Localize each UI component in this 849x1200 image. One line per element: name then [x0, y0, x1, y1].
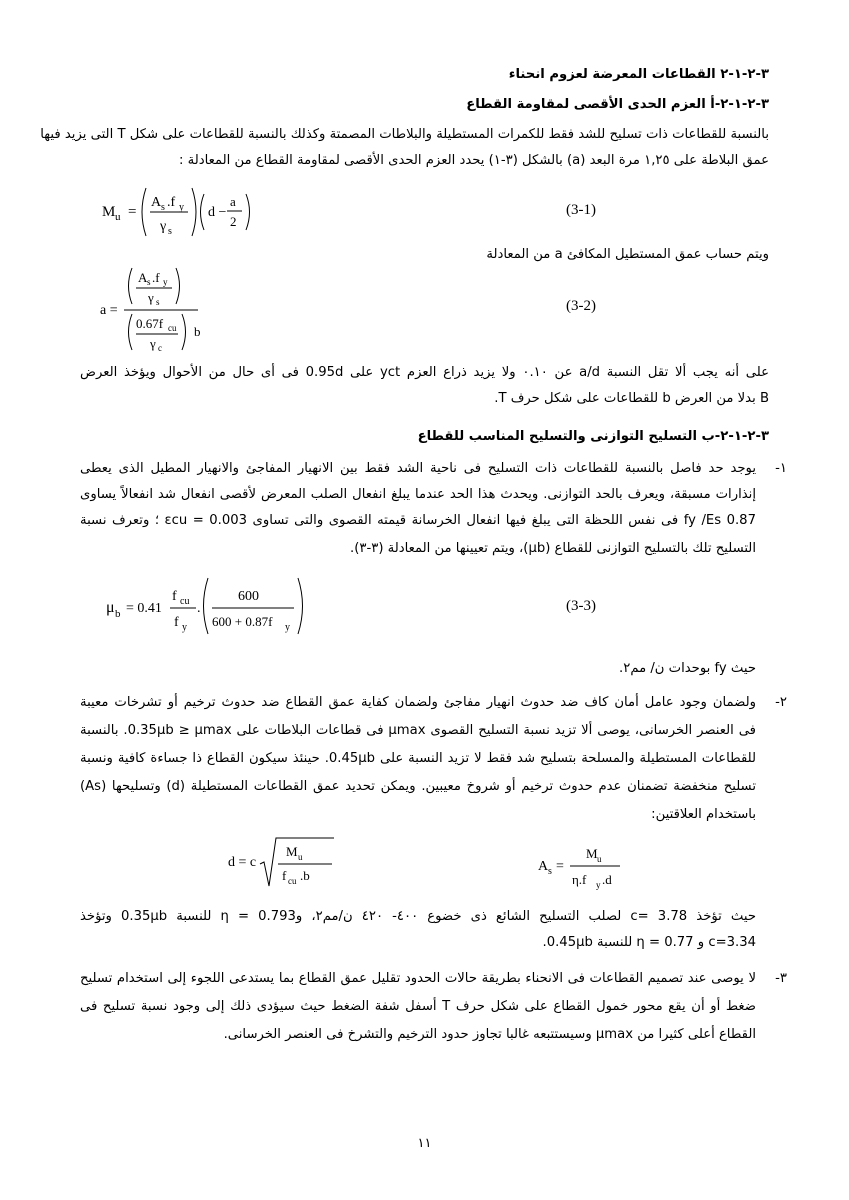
svg-text:.: . [197, 601, 201, 616]
eq2-bot-den: γ [150, 336, 156, 351]
eq4-d-lhs: d = c [228, 855, 257, 870]
eq2-top-num-mid: .f [152, 270, 160, 285]
equation-3-1 [96, 184, 266, 240]
eq1-num-mid: .f [167, 195, 176, 210]
list-item-line: القطاع أعلى كثيرا من μmax وسيستتبعه غالبا تجاوز حدود الترخيم والتشرخ فى العنصر الخرسانى. [223, 1027, 756, 1042]
eq4-d-num-sub: u [298, 852, 303, 862]
paragraph-line: عمق البلاطة على ١,٢٥ مرة البعد (a) بالشكل (٣-١) يحدد العزم الحدى الأقصى لمقاومة القطاع من المعادلة : [178, 153, 769, 168]
list-item-line: للقطاعات المستطيلة والمسلحة بتسليح شد فقط لا تزيد النسبة على 0.45μb. حينئذ سيكون القطاع ذا جساءة كافية ونسبة [80, 751, 756, 766]
eq4-d-den-tail: .b [300, 868, 310, 883]
eq1-d: d − [208, 205, 227, 220]
eq4-as-num-sub: u [597, 854, 602, 864]
eq2-top-num: A [138, 270, 148, 285]
list-item-line: ضغط أو أن يقع محور خمول القطاع على شكل حرف T أسفل شفة الضغط حيث سيؤدى ذلك إلى وجود نسبة تسليح فى [80, 999, 756, 1014]
eq2-bot-num-sub: cu [168, 323, 177, 333]
equation-3-2 [98, 266, 218, 356]
eq1-num: A [151, 195, 162, 210]
equation-d [226, 836, 346, 892]
subsection-heading: ٣-٢-١-٢-ب التسليح التوازنى والتسليح المناسب للقطاع [417, 429, 769, 444]
eq3-f2: f [174, 615, 179, 630]
eq3-f1-sub: cu [180, 596, 190, 607]
eq1-lhs: M [102, 204, 116, 220]
list-item-line: فى العنصر الخرسانى، يوصى ألا تزيد نسبة التسليح القصوى μmax فى قطاعات البلاطات على 0.35μb ≥ μmax. بالنسبة [80, 723, 756, 738]
eq2-b: b [194, 324, 201, 339]
subsection-heading: ٣-٢-١-٢-أ العزم الحدى الأقصى لمقاومة القطاع [466, 97, 769, 112]
list-item-line: تسليح منخفضة تضمنان عدم حدوث ترخيم أو شروخ معيبين. ويمكن تحديد عمق القطاعات المستطيلة (d) وتسليحها (As) [80, 779, 756, 794]
list-item-line: ولضمان وجود عامل أمان كاف ضد حدوث انهيار مفاجئ ولضمان كفاية عمق القطاع ضد حدوث ترخيم أو تشرخات معيبة [80, 695, 756, 710]
list-item-line: التسليح تلك بالتسليح التوازنى للقطاع (μb)، ويتم تعيينها من المعادلة (٣-٣). [350, 541, 756, 556]
eq2-top-den-sub: s [156, 297, 160, 307]
eq2-bot-num: 0.67f [136, 316, 164, 331]
svg-text:=: = [128, 204, 137, 220]
equation-label: (3-1) [566, 202, 596, 218]
paragraph-line: c=3.34 و η = 0.77 للنسبة 0.45μb. [542, 935, 756, 950]
eq4-d-num: M [286, 844, 298, 859]
eq3-coef: = 0.41 [126, 601, 162, 616]
eq3-lhs: μ [106, 599, 115, 616]
equation-label: (3-3) [566, 598, 596, 614]
paragraph-line: B بدلا من العرض b للقطاعات على شكل حرف T. [494, 391, 769, 406]
eq4-as-lhs: A [538, 859, 549, 874]
list-item-line: لا يوصى عند تصميم القطاعات فى الانحناء بطريقة حالات الحدود تقليل عمق القطاع بما يستدعى اللجوء إلى استخدام تسليح [80, 971, 756, 986]
paragraph-line: حيث تؤخذ c= 3.78 لصلب التسليح الشائع ذى خضوع ٤٠٠- ٤٢٠ ن/مم٢، وη = 0.793 للنسبة 0.35μb وتؤخذ [80, 909, 757, 924]
eq1-a-num: a [230, 194, 236, 209]
eq1-den: γ [160, 219, 167, 234]
eq4-as-eq: = [556, 859, 564, 874]
list-number: ٢- [775, 695, 787, 710]
eq1-lhs-sub: u [115, 211, 121, 223]
list-item-line: إنذارات مسبقة، ويعرف بالحد التوازنى. ويحدث هذا الحد عندما يبلغ انفعال الصلب المعرض لأقصى انفعال شد انفعالاً يساوى [80, 487, 756, 502]
eq3-num: 600 [238, 589, 259, 604]
list-item-line: باستخدام العلاقتين: [651, 807, 756, 822]
eq4-as-den: η.f [572, 872, 587, 887]
list-number: ٣- [775, 971, 787, 986]
eq2-top-num-sub2: y [163, 277, 168, 287]
eq4-as-den-sub: y [596, 880, 601, 890]
eq1-den-sub: s [168, 226, 172, 237]
list-item-line: 0.87 fy /Es فى نفس اللحظة التى يبلغ فيها انفعال الخرسانة قيمته القصوى والتى تساوى εcu = 0.003 ؛ وتعرف نسبة [80, 513, 756, 528]
paragraph-line: ويتم حساب عمق المستطيل المكافئ a من المعادلة [486, 247, 769, 262]
eq2-top-num-sub: s [147, 277, 151, 287]
eq2-lhs: a = [100, 303, 118, 318]
equation-label: (3-2) [566, 298, 596, 314]
eq4-as-num: M [586, 846, 598, 861]
eq3-f1: f [172, 589, 177, 604]
eq3-f2-sub: y [182, 622, 187, 633]
equation-as [536, 840, 636, 892]
eq1-num-sub: s [161, 202, 165, 213]
eq3-den-sub: y [285, 622, 290, 633]
paragraph-line: بالنسبة للقطاعات ذات تسليح للشد فقط للكمرات المستطيلة والبلاطات المصمتة وكذلك بالنسبة للقطاعات على شكل T التى يزيد فيها [40, 127, 769, 142]
paragraph-line: حيث fy بوحدات ن/ مم٢. [619, 661, 756, 676]
eq4-d-den: f [282, 868, 287, 883]
eq4-d-den-sub: cu [288, 876, 297, 886]
paragraph-line: على أنه يجب ألا تقل النسبة a/d عن ٠.١٠ ولا يزيد ذراع العزم yct على 0.95d فى أى حال من الأحوال ويؤخذ العرض [80, 365, 769, 380]
eq2-bot-den-sub: c [158, 343, 162, 353]
eq3-den: 600 + 0.87f [212, 614, 273, 629]
eq1-num-sub2: y [179, 202, 184, 213]
page-number: ١١ [417, 1136, 432, 1151]
eq4-as-den-tail: .d [602, 872, 612, 887]
list-number: ١- [775, 461, 787, 476]
eq1-a-den: 2 [230, 214, 237, 229]
equation-3-3 [104, 574, 314, 638]
eq2-top-den: γ [148, 290, 154, 305]
list-item-line: يوجد حد فاصل بالنسبة للقطاعات ذات التسليح فى ناحية الشد فقط بين الانهيار المفاجئ والانهيار المطيل الذى يعطى [80, 461, 756, 476]
eq4-as-lhs-sub: s [548, 866, 552, 877]
eq3-lhs-sub: b [115, 608, 121, 620]
section-heading: ٣-٢-١-٢ القطاعات المعرضة لعزوم انحناء [508, 67, 769, 82]
